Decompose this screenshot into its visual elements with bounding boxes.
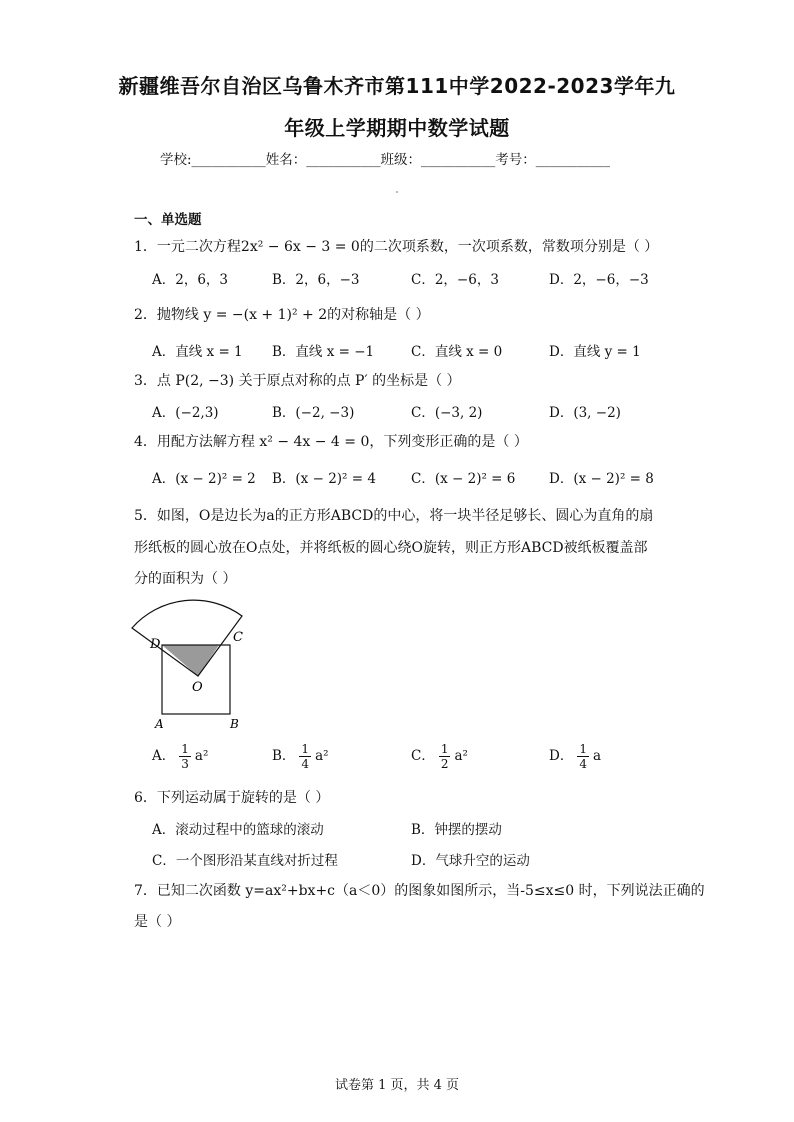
option-label: C． [411,748,435,764]
question-3-option-d: D．(3, −2) [549,405,621,421]
numerator: 1 [301,742,310,756]
question-5-option-c [411,742,468,771]
question-2-option-c: C．直线 x = 0 [411,344,503,360]
question-2-option-b: B．直线 x = −1 [272,344,375,360]
denominator: 4 [579,757,587,771]
label-c: C [233,630,243,645]
denominator: 4 [301,757,310,771]
question-6-option-c: C．一个图形沿某直线对折过程 [152,853,338,869]
question-5-stem-line-1: 5．如图，O是边长为a的正方形ABCD的中心，将一块半径足够长、圆心为直角的扇 [134,508,654,524]
label-o: O [192,680,203,695]
option-label: A． [152,748,176,764]
section-title: 一、单选题 [134,212,202,228]
option-label: B． [272,748,296,764]
label-d: D [150,637,161,652]
question-4-option-d: D．(x − 2)² = 8 [549,471,654,487]
fraction [299,742,311,771]
question-3-option-a: A．(−2,3) [152,405,219,421]
page-footer: 试卷第 1 页，共 4 页 [334,1078,460,1093]
question-1-option-a: A．2，6，3 [152,272,229,288]
question-1-option-b: B．2，6，−3 [272,272,360,288]
title-line-2: 年级上学期期中数学试题 [284,116,510,140]
question-5-option-a [152,742,208,771]
student-info-line: 学校:___________姓名：___________班级：___________考号：___________ [160,152,611,168]
question-3-option-c: C．(−3, 2) [411,405,483,421]
option-suffix: a [592,748,602,764]
denominator: 3 [181,757,189,771]
option-suffix: a² [315,748,329,764]
question-2-option-a: A．直线 x = 1 [152,344,243,360]
question-7-stem-line-1: 7．已知二次函数 y=ax²+bx+c（a＜0）的图象如图所示，当-5≤x≤0 时，下列说法正确的 [134,883,705,899]
shaded-region [162,645,219,676]
question-1-stem: 1．一元二次方程2x² − 6x − 3 = 0的二次项系数，一次项系数，常数项分别是（ ） [134,239,659,255]
question-4-option-a: A．(x − 2)² = 2 [152,471,256,487]
question-3-stem: 3．点 P(2, −3) 关于原点对称的点 P′ 的坐标是（ ） [134,373,461,389]
question-2-option-d: D．直线 y = 1 [549,344,641,360]
question-6-option-a: A．滚动过程中的篮球的滚动 [152,822,324,838]
fraction [179,742,191,771]
question-6-option-d: D．气球升空的运动 [411,853,530,869]
question-5-figure [126,598,250,730]
question-2-stem: 2．抛物线 y = −(x + 1)² + 2的对称轴是（ ） [134,307,430,323]
option-suffix: a² [454,748,468,764]
question-1-option-d: D．2，−6，−3 [549,272,649,288]
fraction [439,742,451,771]
numerator: 1 [440,742,449,756]
question-5-stem-line-2: 形纸板的圆心放在O点处，并将纸板的圆心绕O旋转，则正方形ABCD被纸板覆盖部 [134,540,648,556]
question-5-option-d [549,742,601,771]
question-6-stem: 6．下列运动属于旋转的是（ ） [134,790,330,806]
numerator: 1 [579,742,587,756]
question-4-option-c: C．(x − 2)² = 6 [411,471,516,487]
question-3-option-b: B．(−2, −3) [272,405,355,421]
question-4-option-b: B．(x − 2)² = 4 [272,471,376,487]
option-suffix: a² [194,748,209,764]
label-a: A [155,717,164,730]
denominator: 2 [440,757,449,771]
fraction [577,742,589,771]
question-5-stem-line-3: 分的面积为（ ） [134,571,237,587]
numerator: 1 [181,742,189,756]
question-6-option-b: B．钟摆的摆动 [411,822,502,838]
title-line-1: 新疆维吾尔自治区乌鲁木齐市第111中学2022-2023学年九 [118,74,676,98]
question-5-option-b [272,742,329,771]
question-4-stem: 4．用配方法解方程 x² − 4x − 4 = 0，下列变形正确的是（ ） [134,434,528,450]
option-label: D． [549,748,574,764]
question-1-option-c: C．2，−6，3 [411,272,499,288]
decorative-dot [396,191,398,193]
question-7-stem-line-2: 是（ ） [134,914,181,930]
label-b: B [230,717,239,730]
